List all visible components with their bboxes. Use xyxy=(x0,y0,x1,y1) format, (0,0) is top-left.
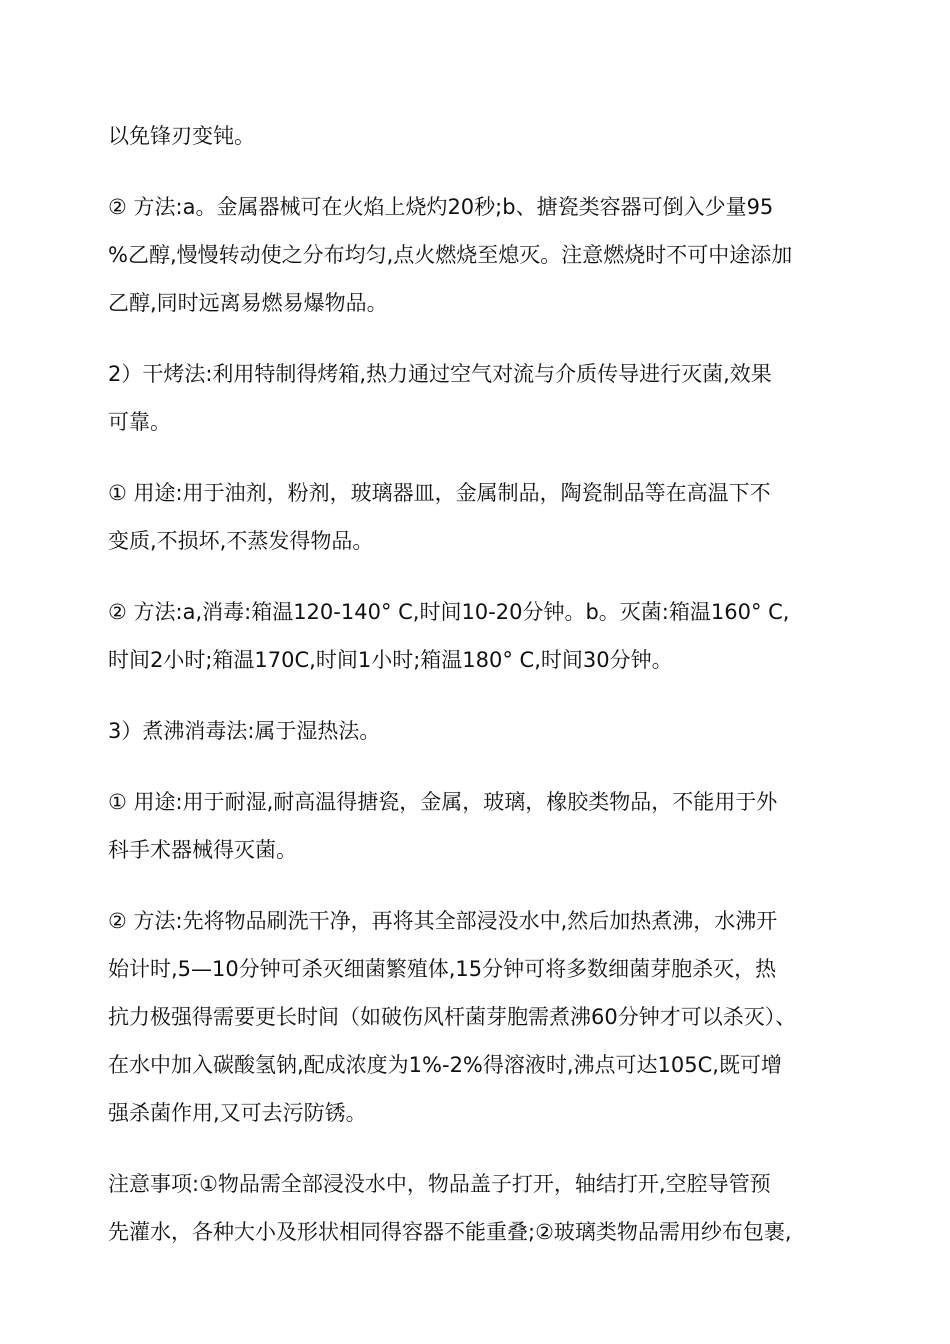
text-line: %乙醇,慢慢转动使之分布均匀,点火燃烧至熄灭。注意燃烧时不可中途添加 xyxy=(108,243,793,267)
paragraph-dry-heat-method xyxy=(108,588,848,684)
text-line: 始计时,5—10分钟可杀灭细菌繁殖体,15分钟可将多数细菌芽胞杀灭，热 xyxy=(108,957,777,981)
text-line: 注意事项:①物品需全部浸没水中，物品盖子打开，轴结打开,空腔导管预 xyxy=(108,1172,771,1196)
text-line: 在水中加入碳酸氢钠,配成浓度为1%-2%得溶液时,沸点可达105C,既可增 xyxy=(108,1053,782,1077)
paragraph-boiling-method xyxy=(108,897,848,1137)
text-line: 可靠。 xyxy=(108,410,171,434)
paragraph-blade-note xyxy=(108,112,848,160)
text-line: 3）煮沸消毒法:属于湿热法。 xyxy=(108,719,381,743)
text-line: 时间2小时;箱温170C,时间1小时;箱温180° C,时间30分钟。 xyxy=(108,648,673,672)
text-line: 科手术器械得灭菌。 xyxy=(108,838,297,862)
paragraph-flame-method xyxy=(108,183,848,327)
text-line: ① 用途:用于油剂，粉剂，玻璃器皿，金属制品，陶瓷制品等在高温下不 xyxy=(108,481,771,505)
text-line: 变质,不损坏,不蒸发得物品。 xyxy=(108,529,374,553)
text-line: 抗力极强得需要更长时间（如破伤风杆菌芽胞需煮沸60分钟才可以杀灭）、 xyxy=(108,1005,797,1029)
text-line: ② 方法:先将物品刷洗干净，再将其全部浸没水中,然后加热煮沸，水沸开 xyxy=(108,909,778,933)
document-body xyxy=(108,112,848,1279)
text-line: 2）干烤法:利用特制得烤箱,热力通过空气对流与介质传导进行灭菌,效果 xyxy=(108,362,772,386)
text-line: 乙醇,同时远离易燃易爆物品。 xyxy=(108,291,388,315)
text-line: ② 方法:a。金属器械可在火焰上烧灼20秒;b、搪瓷类容器可倒入少量95 xyxy=(108,195,774,219)
text-line: ① 用途:用于耐湿,耐高温得搪瓷，金属，玻璃，橡胶类物品，不能用于外 xyxy=(108,790,778,814)
paragraph-boiling-heading xyxy=(108,707,848,755)
text-line: 先灌水，各种大小及形状相同得容器不能重叠;②玻璃类物品需用纱布包裹, xyxy=(108,1220,792,1244)
paragraph-precautions xyxy=(108,1160,848,1256)
text-line: 以免锋刃变钝。 xyxy=(108,124,255,148)
paragraph-boiling-use xyxy=(108,778,848,874)
text-line: 强杀菌作用,又可去污防锈。 xyxy=(108,1101,367,1125)
paragraph-dry-heat-use xyxy=(108,469,848,565)
paragraph-dry-heat-heading xyxy=(108,350,848,446)
text-line: ② 方法:a,消毒:箱温120-140° C,时间10-20分钟。b。灭菌:箱温160° C, xyxy=(108,600,790,624)
